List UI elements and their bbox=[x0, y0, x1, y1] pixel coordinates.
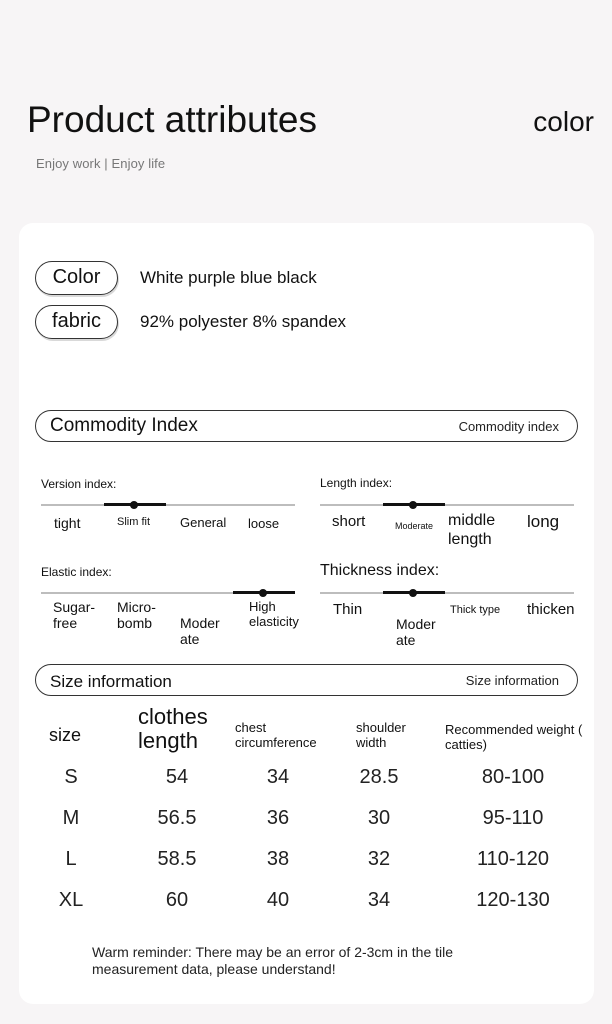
chest-cell: 34 bbox=[266, 766, 290, 788]
column-header-clothes-length: clothes length bbox=[138, 704, 208, 753]
shoulder-cell: 34 bbox=[367, 889, 391, 911]
length-index-scale bbox=[320, 504, 574, 506]
length-option-long: long bbox=[527, 512, 560, 531]
clothes-length-cell: 58.5 bbox=[157, 848, 197, 870]
elastic-option-sugar-free: Sugar- free bbox=[53, 599, 96, 631]
commodity-index-subtitle: Commodity index bbox=[458, 419, 559, 434]
weight-cell: 120-130 bbox=[476, 889, 550, 911]
chest-cell: 38 bbox=[266, 848, 290, 870]
size-information-bar bbox=[35, 664, 578, 696]
size-information-subtitle: Size information bbox=[465, 673, 559, 688]
chest-cell: 40 bbox=[266, 889, 290, 911]
column-header-chest-circumference: chest circumference bbox=[235, 720, 317, 750]
clothes-length-cell: 56.5 bbox=[157, 807, 197, 829]
clothes-length-cell: 54 bbox=[165, 766, 189, 788]
thickness-index-scale bbox=[320, 592, 574, 594]
size-cell: S bbox=[64, 766, 78, 788]
elastic-index-label: Elastic index: bbox=[41, 565, 112, 579]
shoulder-cell: 28.5 bbox=[359, 766, 399, 788]
length-option-moderate: Moderate bbox=[395, 521, 434, 531]
version-index-scale bbox=[41, 504, 295, 506]
fabric-pill: fabric bbox=[35, 305, 118, 339]
color-value: White purple blue black bbox=[140, 268, 317, 287]
column-header-shoulder-width: shoulder width bbox=[356, 720, 406, 750]
elastic-option-micro-bomb: Micro- bomb bbox=[117, 599, 156, 631]
thickness-index-dot bbox=[409, 589, 417, 597]
thickness-option-thin: Thin bbox=[333, 601, 363, 618]
column-header-size: size bbox=[49, 725, 82, 745]
size-information-title: Size information bbox=[50, 672, 172, 691]
size-cell: XL bbox=[58, 889, 84, 911]
slogan: Enjoy work | Enjoy life bbox=[36, 156, 166, 171]
elastic-option-high-elasticity: High elasticity bbox=[249, 599, 299, 629]
version-option-loose: loose bbox=[248, 516, 280, 531]
commodity-index-title: Commodity Index bbox=[50, 415, 198, 436]
weight-cell: 95-110 bbox=[482, 807, 544, 829]
warm-reminder: Warm reminder: There may be an error of 2-3cm in the tile measurement data, please understand! bbox=[92, 944, 454, 977]
fabric-value: 92% polyester 8% spandex bbox=[140, 312, 347, 331]
elastic-index-dot bbox=[259, 589, 267, 597]
length-option-middle-length: middle length bbox=[448, 512, 496, 548]
length-index-dot bbox=[409, 501, 417, 509]
version-index-dot bbox=[130, 501, 138, 509]
length-option-short: short bbox=[332, 513, 366, 530]
thickness-option-thick-type: Thick type bbox=[450, 604, 501, 616]
attributes-card bbox=[19, 223, 594, 1004]
version-option-general: General bbox=[180, 515, 227, 530]
page-title: Product attributes bbox=[27, 99, 317, 140]
shoulder-cell: 32 bbox=[367, 848, 391, 870]
version-option-slim-fit: Slim fit bbox=[117, 516, 150, 528]
weight-cell: 80-100 bbox=[481, 766, 545, 788]
column-header-recommended-weight: Recommended weight ( catties) bbox=[445, 722, 583, 752]
thickness-option-moderate: Moder ate bbox=[396, 616, 436, 648]
shoulder-cell: 30 bbox=[367, 807, 391, 829]
thickness-option-thicken: thicken bbox=[527, 601, 575, 618]
thickness-index-label: Thickness index: bbox=[320, 562, 440, 579]
clothes-length-cell: 60 bbox=[165, 889, 189, 911]
length-index-label: Length index: bbox=[320, 476, 393, 490]
size-cell: L bbox=[65, 848, 77, 870]
commodity-index-bar bbox=[35, 410, 578, 442]
version-index-label: Version index: bbox=[41, 477, 117, 491]
size-cell: M bbox=[62, 807, 80, 829]
chest-cell: 36 bbox=[266, 807, 290, 829]
elastic-option-moderate: Moder ate bbox=[180, 615, 220, 647]
color-heading: color bbox=[533, 106, 594, 137]
weight-cell: 110-120 bbox=[477, 848, 549, 870]
version-option-tight: tight bbox=[54, 515, 81, 531]
color-pill: Color bbox=[35, 261, 118, 295]
